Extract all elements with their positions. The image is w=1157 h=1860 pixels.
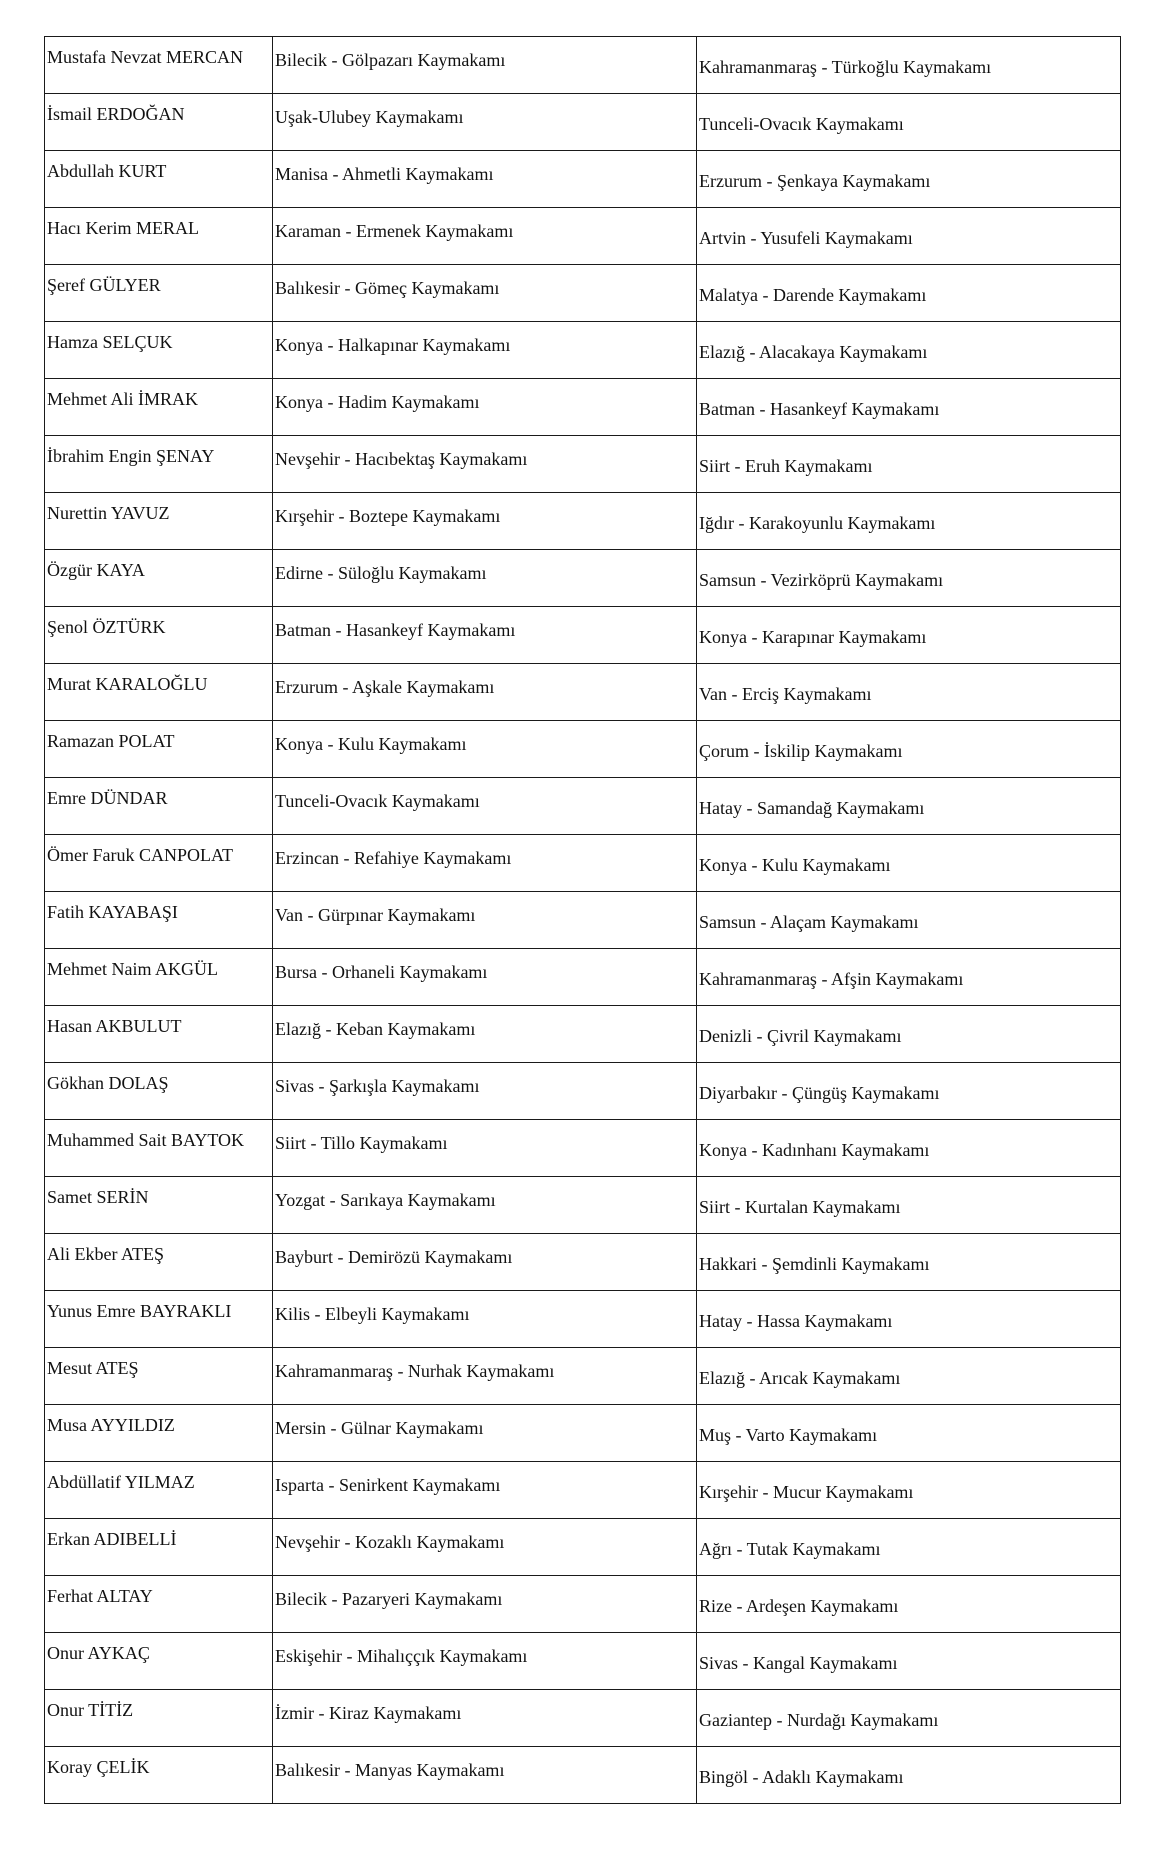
official-name-cell xyxy=(45,778,273,835)
current-post-cell xyxy=(273,322,697,379)
new-post-cell xyxy=(697,1063,1121,1120)
new-post-cell xyxy=(697,322,1121,379)
official-name: Nurettin YAVUZ xyxy=(47,503,170,523)
official-name-cell xyxy=(45,550,273,607)
new-post-cell xyxy=(697,151,1121,208)
official-name: Emre DÜNDAR xyxy=(47,788,168,808)
new-post: Bingöl - Adaklı Kaymakamı xyxy=(699,1767,904,1787)
official-name: Mehmet Naim AKGÜL xyxy=(47,959,218,979)
table-row xyxy=(45,1063,1121,1120)
official-name: Ali Ekber ATEŞ xyxy=(47,1244,164,1264)
official-name: Mustafa Nevzat MERCAN xyxy=(47,47,243,67)
current-post: Manisa - Ahmetli Kaymakamı xyxy=(275,164,494,184)
official-name: Yunus Emre BAYRAKLI xyxy=(47,1301,232,1321)
new-post-cell xyxy=(697,550,1121,607)
table-row xyxy=(45,37,1121,94)
table-row xyxy=(45,493,1121,550)
current-post: Balıkesir - Manyas Kaymakamı xyxy=(275,1760,505,1780)
official-name: Onur TİTİZ xyxy=(47,1700,134,1720)
current-post-cell xyxy=(273,1462,697,1519)
current-post-cell xyxy=(273,1633,697,1690)
current-post: Nevşehir - Hacıbektaş Kaymakamı xyxy=(275,449,528,469)
official-name: Şeref GÜLYER xyxy=(47,275,161,295)
new-post: Kırşehir - Mucur Kaymakamı xyxy=(699,1482,914,1502)
new-post-cell xyxy=(697,778,1121,835)
table-row xyxy=(45,1519,1121,1576)
new-post: Samsun - Vezirköprü Kaymakamı xyxy=(699,570,944,590)
table-row xyxy=(45,892,1121,949)
new-post: Konya - Karapınar Kaymakamı xyxy=(699,627,927,647)
new-post: Elazığ - Arıcak Kaymakamı xyxy=(699,1368,901,1388)
official-name: Hamza SELÇUK xyxy=(47,332,173,352)
current-post: İzmir - Kiraz Kaymakamı xyxy=(275,1703,462,1723)
official-name-cell xyxy=(45,1747,273,1804)
current-post: Karaman - Ermenek Kaymakamı xyxy=(275,221,514,241)
new-post: Ağrı - Tutak Kaymakamı xyxy=(699,1539,881,1559)
official-name: Koray ÇELİK xyxy=(47,1757,150,1777)
table-row xyxy=(45,1348,1121,1405)
current-post-cell xyxy=(273,436,697,493)
new-post-cell xyxy=(697,892,1121,949)
current-post: Batman - Hasankeyf Kaymakamı xyxy=(275,620,516,640)
new-post-cell xyxy=(697,1747,1121,1804)
table-row xyxy=(45,1747,1121,1804)
current-post-cell xyxy=(273,835,697,892)
table-row xyxy=(45,1291,1121,1348)
new-post-cell xyxy=(697,1690,1121,1747)
official-name: İbrahim Engin ŞENAY xyxy=(47,446,215,466)
table-row xyxy=(45,1234,1121,1291)
official-name: Mehmet Ali İMRAK xyxy=(47,389,198,409)
current-post-cell xyxy=(273,1063,697,1120)
current-post-cell xyxy=(273,1576,697,1633)
new-post: Tunceli-Ovacık Kaymakamı xyxy=(699,114,904,134)
current-post: Yozgat - Sarıkaya Kaymakamı xyxy=(275,1190,496,1210)
current-post-cell xyxy=(273,379,697,436)
current-post-cell xyxy=(273,94,697,151)
current-post: Mersin - Gülnar Kaymakamı xyxy=(275,1418,484,1438)
current-post-cell xyxy=(273,1747,697,1804)
new-post: Denizli - Çivril Kaymakamı xyxy=(699,1026,902,1046)
new-post: Iğdır - Karakoyunlu Kaymakamı xyxy=(699,513,936,533)
official-name-cell xyxy=(45,436,273,493)
table-row xyxy=(45,664,1121,721)
official-name: İsmail ERDOĞAN xyxy=(47,104,185,124)
new-post: Artvin - Yusufeli Kaymakamı xyxy=(699,228,913,248)
new-post: Van - Erciş Kaymakamı xyxy=(699,684,872,704)
new-post: Diyarbakır - Çüngüş Kaymakamı xyxy=(699,1083,940,1103)
new-post-cell xyxy=(697,1234,1121,1291)
new-post-cell xyxy=(697,1405,1121,1462)
official-name-cell xyxy=(45,892,273,949)
current-post-cell xyxy=(273,1519,697,1576)
official-name-cell xyxy=(45,1405,273,1462)
new-post-cell xyxy=(697,1348,1121,1405)
new-post: Muş - Varto Kaymakamı xyxy=(699,1425,878,1445)
table-row xyxy=(45,436,1121,493)
current-post-cell xyxy=(273,151,697,208)
table-row xyxy=(45,1576,1121,1633)
new-post-cell xyxy=(697,436,1121,493)
table-row xyxy=(45,721,1121,778)
new-post: Elazığ - Alacakaya Kaymakamı xyxy=(699,342,928,362)
current-post: Nevşehir - Kozaklı Kaymakamı xyxy=(275,1532,505,1552)
new-post: Siirt - Kurtalan Kaymakamı xyxy=(699,1197,901,1217)
current-post-cell xyxy=(273,550,697,607)
official-name-cell xyxy=(45,151,273,208)
official-name: Musa AYYILDIZ xyxy=(47,1415,175,1435)
official-name-cell xyxy=(45,664,273,721)
new-post: Kahramanmaraş - Afşin Kaymakamı xyxy=(699,969,964,989)
current-post-cell xyxy=(273,778,697,835)
current-post: Bilecik - Pazaryeri Kaymakamı xyxy=(275,1589,503,1609)
current-post: Tunceli-Ovacık Kaymakamı xyxy=(275,791,480,811)
assignment-table xyxy=(44,36,1121,1804)
new-post-cell xyxy=(697,1120,1121,1177)
new-post-cell xyxy=(697,208,1121,265)
official-name: Ramazan POLAT xyxy=(47,731,175,751)
table-row xyxy=(45,607,1121,664)
table-row xyxy=(45,379,1121,436)
current-post-cell xyxy=(273,1405,697,1462)
new-post: Samsun - Alaçam Kaymakamı xyxy=(699,912,919,932)
new-post: Konya - Kadınhanı Kaymakamı xyxy=(699,1140,930,1160)
official-name-cell xyxy=(45,322,273,379)
official-name: Hacı Kerim MERAL xyxy=(47,218,199,238)
new-post-cell xyxy=(697,1576,1121,1633)
new-post-cell xyxy=(697,949,1121,1006)
current-post: Isparta - Senirkent Kaymakamı xyxy=(275,1475,501,1495)
official-name: Erkan ADIBELLİ xyxy=(47,1529,177,1549)
new-post-cell xyxy=(697,379,1121,436)
table-row xyxy=(45,1462,1121,1519)
official-name-cell xyxy=(45,1576,273,1633)
current-post: Elazığ - Keban Kaymakamı xyxy=(275,1019,476,1039)
current-post: Kahramanmaraş - Nurhak Kaymakamı xyxy=(275,1361,555,1381)
official-name: Hasan AKBULUT xyxy=(47,1016,182,1036)
official-name: Şenol ÖZTÜRK xyxy=(47,617,166,637)
official-name: Abdullah KURT xyxy=(47,161,167,181)
new-post: Erzurum - Şenkaya Kaymakamı xyxy=(699,171,931,191)
current-post-cell xyxy=(273,1006,697,1063)
official-name: Onur AYKAÇ xyxy=(47,1643,150,1663)
new-post: Çorum - İskilip Kaymakamı xyxy=(699,741,903,761)
table-row xyxy=(45,208,1121,265)
table-row xyxy=(45,1177,1121,1234)
document-page xyxy=(44,36,1120,1804)
official-name-cell xyxy=(45,265,273,322)
official-name: Ömer Faruk CANPOLAT xyxy=(47,845,233,865)
current-post: Kilis - Elbeyli Kaymakamı xyxy=(275,1304,470,1324)
official-name-cell xyxy=(45,835,273,892)
table-row xyxy=(45,550,1121,607)
new-post-cell xyxy=(697,721,1121,778)
official-name-cell xyxy=(45,94,273,151)
current-post-cell xyxy=(273,1348,697,1405)
new-post-cell xyxy=(697,664,1121,721)
current-post: Van - Gürpınar Kaymakamı xyxy=(275,905,476,925)
table-row xyxy=(45,322,1121,379)
official-name-cell xyxy=(45,1234,273,1291)
current-post-cell xyxy=(273,607,697,664)
official-name: Özgür KAYA xyxy=(47,560,145,580)
new-post-cell xyxy=(697,1177,1121,1234)
current-post-cell xyxy=(273,664,697,721)
official-name-cell xyxy=(45,1177,273,1234)
official-name-cell xyxy=(45,1519,273,1576)
new-post: Hakkari - Şemdinli Kaymakamı xyxy=(699,1254,930,1274)
current-post: Balıkesir - Gömeç Kaymakamı xyxy=(275,278,500,298)
current-post-cell xyxy=(273,721,697,778)
official-name: Samet SERİN xyxy=(47,1187,149,1207)
assignment-table-body xyxy=(45,37,1121,1804)
new-post-cell xyxy=(697,37,1121,94)
table-row xyxy=(45,1120,1121,1177)
table-row xyxy=(45,151,1121,208)
table-row xyxy=(45,835,1121,892)
current-post: Kırşehir - Boztepe Kaymakamı xyxy=(275,506,501,526)
current-post: Bayburt - Demirözü Kaymakamı xyxy=(275,1247,513,1267)
current-post: Konya - Kulu Kaymakamı xyxy=(275,734,467,754)
official-name-cell xyxy=(45,1690,273,1747)
current-post-cell xyxy=(273,1291,697,1348)
official-name-cell xyxy=(45,1348,273,1405)
new-post: Hatay - Samandağ Kaymakamı xyxy=(699,798,925,818)
new-post-cell xyxy=(697,265,1121,322)
official-name-cell xyxy=(45,721,273,778)
table-row xyxy=(45,778,1121,835)
new-post: Batman - Hasankeyf Kaymakamı xyxy=(699,399,940,419)
official-name-cell xyxy=(45,37,273,94)
current-post: Bursa - Orhaneli Kaymakamı xyxy=(275,962,488,982)
official-name-cell xyxy=(45,493,273,550)
new-post-cell xyxy=(697,493,1121,550)
current-post: Edirne - Süloğlu Kaymakamı xyxy=(275,563,487,583)
current-post: Siirt - Tillo Kaymakamı xyxy=(275,1133,448,1153)
official-name-cell xyxy=(45,949,273,1006)
official-name: Muhammed Sait BAYTOK xyxy=(47,1130,245,1150)
current-post-cell xyxy=(273,892,697,949)
official-name-cell xyxy=(45,1462,273,1519)
current-post-cell xyxy=(273,208,697,265)
new-post-cell xyxy=(697,1462,1121,1519)
table-row xyxy=(45,1690,1121,1747)
current-post: Erzurum - Aşkale Kaymakamı xyxy=(275,677,495,697)
current-post: Erzincan - Refahiye Kaymakamı xyxy=(275,848,512,868)
official-name: Gökhan DOLAŞ xyxy=(47,1073,169,1093)
new-post-cell xyxy=(697,1633,1121,1690)
new-post: Malatya - Darende Kaymakamı xyxy=(699,285,927,305)
official-name-cell xyxy=(45,1006,273,1063)
new-post: Gaziantep - Nurdağı Kaymakamı xyxy=(699,1710,939,1730)
current-post-cell xyxy=(273,1177,697,1234)
current-post-cell xyxy=(273,1120,697,1177)
table-row xyxy=(45,1633,1121,1690)
new-post: Siirt - Eruh Kaymakamı xyxy=(699,456,873,476)
current-post: Bilecik - Gölpazarı Kaymakamı xyxy=(275,50,506,70)
table-row xyxy=(45,94,1121,151)
current-post-cell xyxy=(273,949,697,1006)
official-name-cell xyxy=(45,1120,273,1177)
current-post: Uşak-Ulubey Kaymakamı xyxy=(275,107,464,127)
current-post-cell xyxy=(273,493,697,550)
official-name-cell xyxy=(45,379,273,436)
official-name-cell xyxy=(45,208,273,265)
current-post: Konya - Hadim Kaymakamı xyxy=(275,392,480,412)
current-post: Eskişehir - Mihalıççık Kaymakamı xyxy=(275,1646,528,1666)
new-post-cell xyxy=(697,1519,1121,1576)
new-post-cell xyxy=(697,1006,1121,1063)
table-row xyxy=(45,265,1121,322)
official-name-cell xyxy=(45,1291,273,1348)
official-name: Murat KARALOĞLU xyxy=(47,674,208,694)
current-post-cell xyxy=(273,1234,697,1291)
new-post-cell xyxy=(697,94,1121,151)
new-post-cell xyxy=(697,607,1121,664)
new-post-cell xyxy=(697,1291,1121,1348)
table-row xyxy=(45,949,1121,1006)
new-post: Rize - Ardeşen Kaymakamı xyxy=(699,1596,899,1616)
current-post-cell xyxy=(273,265,697,322)
new-post: Konya - Kulu Kaymakamı xyxy=(699,855,891,875)
current-post: Konya - Halkapınar Kaymakamı xyxy=(275,335,511,355)
new-post: Hatay - Hassa Kaymakamı xyxy=(699,1311,893,1331)
official-name-cell xyxy=(45,607,273,664)
table-row xyxy=(45,1006,1121,1063)
new-post: Kahramanmaraş - Türkoğlu Kaymakamı xyxy=(699,57,992,77)
official-name: Abdüllatif YILMAZ xyxy=(47,1472,195,1492)
official-name: Fatih KAYABAŞI xyxy=(47,902,178,922)
new-post: Sivas - Kangal Kaymakamı xyxy=(699,1653,898,1673)
current-post-cell xyxy=(273,1690,697,1747)
official-name-cell xyxy=(45,1633,273,1690)
official-name: Mesut ATEŞ xyxy=(47,1358,139,1378)
current-post-cell xyxy=(273,37,697,94)
table-row xyxy=(45,1405,1121,1462)
current-post: Sivas - Şarkışla Kaymakamı xyxy=(275,1076,480,1096)
official-name: Ferhat ALTAY xyxy=(47,1586,153,1606)
official-name-cell xyxy=(45,1063,273,1120)
new-post-cell xyxy=(697,835,1121,892)
